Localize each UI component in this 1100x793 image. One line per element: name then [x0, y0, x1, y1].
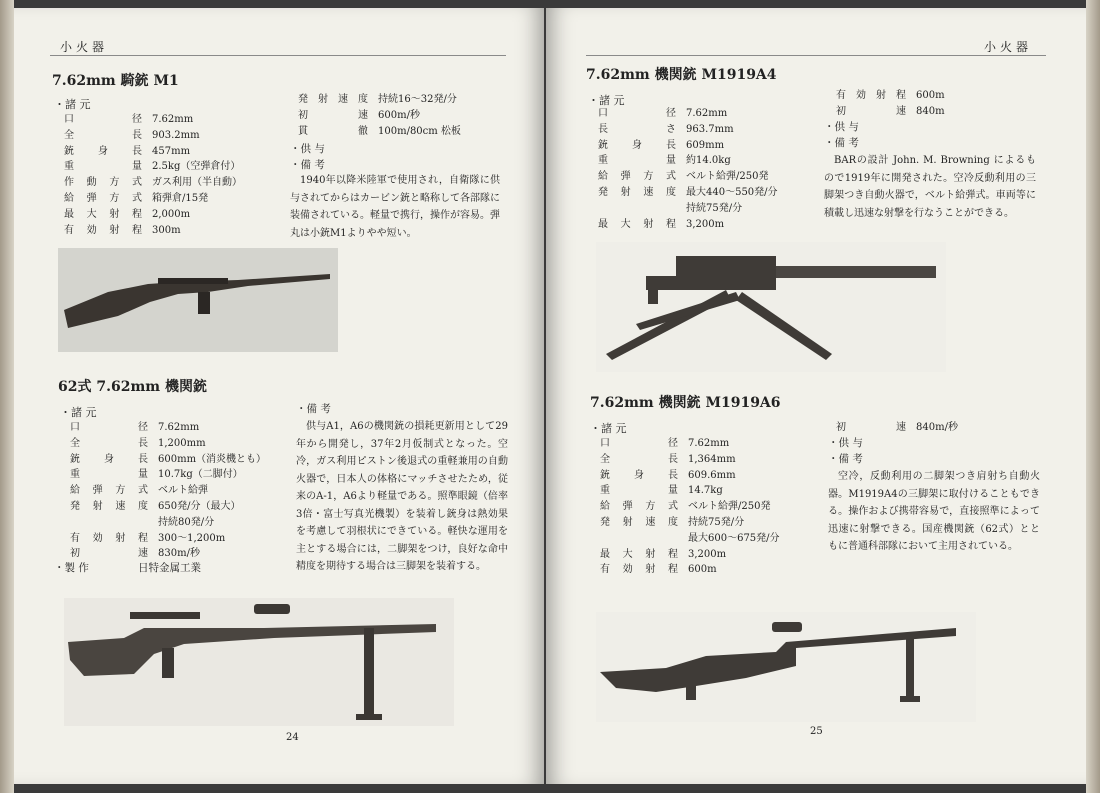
m1919a6-spec-row [600, 468, 840, 484]
left-page [14, 8, 544, 784]
carbine-spec-value: 7.62mm [152, 114, 194, 125]
m1919a4-spec-row [598, 201, 838, 217]
m1919a6-remarks: 空冷，反動利用の二脚架つき肩射ち自動火器。M1919A4の三脚架に取付けることもできる。操作および携帯容易で，直接照準によって迅速に射撃できる。国産機関銃（62式）とともに普通科部隊において主用されている。 [828, 471, 1040, 552]
mg62-spec-value: 10.7kg（二脚付） [158, 469, 243, 481]
m1919a6-spec-row [600, 562, 840, 578]
carbine-spec-value: 600m/秒 [378, 109, 420, 121]
m1919a4-spec-key [598, 201, 686, 217]
right-page [546, 8, 1086, 784]
mg62-spec-row [70, 499, 300, 515]
m1919a4-spec-key: 初 速 [836, 105, 906, 117]
header-rule-left [50, 55, 506, 56]
m1919a6-spec-row [600, 452, 840, 468]
mg62-title: 62式 7.62mm 機関銃 [58, 379, 207, 395]
m1919a6-spec-key: 重 量 [600, 485, 678, 497]
running-head-right: 小火器 [984, 40, 1033, 54]
m1919a6-spec-value: 1,364mm [688, 453, 736, 465]
m1919a6-spec-value: 840m/秒 [916, 422, 958, 433]
header-rule-right [586, 55, 1046, 56]
m1919a6-spec-key: 口 径 [600, 438, 678, 449]
m1919a4-remarks: BARの設計 John. M. Browning によるもので1919年に開発された。空冷反動利用の三脚架つき自動火器で，ベルト給弾式。車両等に積載し迅速な射撃を行なうことができる。 [824, 155, 1036, 219]
m1919a4-spec-value: 840m [916, 105, 945, 117]
carbine-spec-key: 全 長 [64, 129, 142, 141]
m1919a6-spec-value: 7.62mm [688, 438, 730, 449]
carbine-spec-key: 給弾方式 [64, 192, 142, 204]
mg62-spec-key: 銃身長 [70, 453, 148, 465]
mg62-spec-key: 初 速 [70, 548, 148, 560]
carbine-spec-row [298, 92, 498, 108]
carbine-spec-row [64, 159, 284, 175]
carbine-spec-row [64, 207, 284, 223]
carbine-spec-row [64, 144, 284, 160]
m1919a4-title: 7.62mm 機関銃 M1919A4 [586, 67, 777, 83]
carbine-spec-row [298, 108, 498, 124]
m1919a4-spec-value: ベルト給弾/250発 [686, 171, 769, 183]
carbine-spec-key: 最大射程 [64, 208, 142, 220]
mg62-spec-row [70, 546, 300, 562]
carbine-remarks: 1940年以降米陸軍で使用され，自衛隊に供与されてからはカービン銃と略称して各部隊に装備されている。軽量で携行，操作が容易。弾丸は小銃M1よりやや短い。 [290, 175, 500, 239]
m1919a6-spec-row [836, 420, 1016, 436]
m1919a4-spec-row [598, 217, 838, 233]
mg62-maker-label: ・製 作 [54, 562, 89, 574]
carbine-spec-key: 貫 徹 [298, 125, 368, 137]
carbine-spec-key: 発射速度 [298, 94, 368, 105]
left-page-edges [0, 0, 14, 793]
mg62-spec-row [70, 452, 300, 468]
carbine-spec-value: 100m/80cm 松板 [378, 125, 461, 137]
carbine-photo [58, 248, 338, 352]
m1919a6-specs-heading: ・諸 元 [590, 422, 627, 435]
m1919a6-title: 7.62mm 機関銃 M1919A6 [590, 395, 781, 411]
m1919a6-spec-value: 609.6mm [688, 469, 736, 481]
carbine-spec-value: 903.2mm [152, 129, 200, 141]
m1919a4-spec-row [598, 169, 838, 185]
m1919a4-spec-value: 7.62mm [686, 108, 728, 119]
carbine-spec-key: 銃身長 [64, 145, 142, 157]
m1919a6-spec-value: 600m [688, 564, 717, 576]
m1919a6-spec-key: 最大射程 [600, 548, 678, 560]
m1919a4-spec-value: 963.7mm [686, 123, 734, 135]
page-number-left: 24 [286, 732, 299, 743]
carbine-spec-value: 2,000m [152, 208, 191, 220]
carbine-spec-key: 初 速 [298, 109, 368, 121]
mg62-maker: 日特金属工業 [138, 562, 201, 574]
m1919a6-spec-value: 持続75発/分 [688, 516, 745, 528]
mg62-spec-value: 7.62mm [158, 422, 200, 433]
m1919a6-spec-key [600, 531, 688, 547]
m1919a6-spec-key: 全 長 [600, 453, 678, 465]
m1919a6-spec-key: 給弾方式 [600, 501, 678, 513]
mg62-spec-row [70, 531, 300, 547]
m1919a6-spec-row [600, 499, 840, 515]
carbine-spec-row [64, 128, 284, 144]
carbine-spec-row [64, 175, 284, 191]
mg62-spec-row [70, 483, 300, 499]
m1919a6-photo [596, 612, 976, 722]
mg62-spec-key: 重 量 [70, 469, 148, 481]
m1919a6-spec-list-cont [836, 420, 1016, 436]
m1919a4-remarks-heading: ・備 考 [824, 137, 859, 149]
mg62-specs-heading: ・諸 元 [60, 406, 97, 419]
m1919a4-spec-list [598, 106, 838, 232]
carbine-specs-heading: ・諸 元 [54, 98, 91, 111]
m1919a4-spec-value: 600m [916, 90, 945, 101]
mg62-remarks: 供与A1，A6の機関銃の損耗更新用として29年から開発し，37年2月仮制式となった。空冷，ガス利用ピストン後退式の重軽兼用の自動火器で，日本人の体格にマッチさせたため，従来のA-1，A6より軽量である。照準眼鏡（倍率3倍・富士写真光機製）を装着し銃身は熱効果を考慮して羽根状にできている。軽快な運用を主とする場合には，二脚架をつけ，良好な命中精度を期待する場合は三脚架を装着する。 [296, 421, 508, 572]
m1919a6-spec-value: 14.7kg [688, 485, 723, 497]
carbine-spec-list [64, 112, 284, 238]
m1919a6-spec-value: ベルト給弾/250発 [688, 501, 771, 513]
m1919a4-spec-value: 約14.0kg [686, 155, 731, 167]
carbine-spec-value: ガス利用（半自動） [152, 177, 242, 189]
m1919a4-spec-key: 長 さ [598, 123, 676, 135]
mg62-spec-list [70, 420, 300, 562]
mg62-spec-row [70, 467, 300, 483]
mg62-spec-value: ベルト給弾 [158, 485, 208, 497]
m1919a6-spec-row [600, 515, 840, 531]
mg62-photo [64, 598, 454, 726]
carbine-supply: ・供 与 [290, 143, 325, 155]
carbine-remarks-heading: ・備 考 [290, 159, 325, 171]
mg62-remarks-heading: ・備 考 [296, 403, 331, 415]
mg62-spec-key: 有効射程 [70, 532, 148, 544]
m1919a6-spec-row [600, 547, 840, 563]
carbine-spec-row [64, 191, 284, 207]
m1919a4-spec-key: 重 量 [598, 155, 676, 167]
m1919a6-spec-value: 3,200m [688, 548, 727, 560]
page-number-right: 25 [810, 726, 823, 737]
m1919a6-supply: ・供 与 [828, 437, 863, 449]
carbine-spec-value: 持続16～32発/分 [378, 94, 457, 105]
carbine-spec-value: 457mm [152, 145, 191, 157]
carbine-spec-key: 作動方式 [64, 177, 142, 189]
carbine-spec-list-cont [298, 92, 498, 139]
right-page-edges [1086, 0, 1100, 793]
carbine-title: 7.62mm 騎銃 M1 [52, 73, 179, 89]
m1919a6-spec-key: 発射速度 [600, 516, 678, 528]
m1919a4-spec-row [598, 153, 838, 169]
mg62-spec-key [70, 515, 158, 531]
m1919a4-spec-row [598, 122, 838, 138]
carbine-spec-value: 2.5kg（空弾倉付） [152, 161, 241, 173]
m1919a4-spec-key: 口 径 [598, 108, 676, 119]
m1919a6-spec-key: 銃身長 [600, 469, 678, 481]
mg62-spec-value: 300～1,200m [158, 532, 226, 544]
carbine-spec-key: 口 径 [64, 114, 142, 125]
running-head-left: 小火器 [60, 40, 109, 54]
mg62-maker-row [54, 561, 201, 577]
mg62-spec-key: 口 径 [70, 422, 148, 433]
m1919a6-spec-key: 有効射程 [600, 564, 678, 576]
carbine-spec-value: 箱弾倉/15発 [152, 192, 209, 204]
m1919a4-spec-key: 給弾方式 [598, 171, 676, 183]
m1919a6-spec-key: 初 速 [836, 422, 906, 433]
carbine-spec-key: 有効射程 [64, 224, 142, 236]
m1919a6-remarks-heading: ・備 考 [828, 453, 863, 465]
carbine-spec-key: 重 量 [64, 161, 142, 173]
m1919a6-spec-row [600, 483, 840, 499]
m1919a4-spec-value: 持続75発/分 [686, 202, 743, 214]
mg62-spec-key: 給弾方式 [70, 485, 148, 497]
mg62-spec-value: 1,200mm [158, 437, 206, 449]
m1919a6-spec-row [600, 436, 840, 452]
m1919a4-spec-list-cont [836, 88, 1016, 120]
carbine-spec-value: 300m [152, 224, 181, 236]
m1919a4-spec-row [598, 106, 838, 122]
m1919a4-spec-row [598, 185, 838, 201]
mg62-spec-value: 600mm（消炎機とも） [158, 453, 267, 465]
m1919a4-spec-value: 最大440～550発/分 [686, 186, 778, 198]
m1919a6-spec-row [600, 531, 840, 547]
mg62-spec-row [70, 436, 300, 452]
m1919a4-specs-heading: ・諸 元 [588, 94, 625, 107]
mg62-spec-value: 650発/分（最大） [158, 500, 241, 512]
m1919a4-spec-value: 3,200m [686, 218, 725, 230]
carbine-spec-row [64, 223, 284, 239]
mg62-spec-row [70, 420, 300, 436]
m1919a4-spec-value: 609mm [686, 139, 725, 151]
mg62-spec-value: 830m/秒 [158, 548, 200, 560]
m1919a4-spec-key: 銃身長 [598, 139, 676, 151]
mg62-spec-value: 持続80発/分 [158, 516, 215, 528]
m1919a4-spec-key: 発射速度 [598, 186, 676, 198]
carbine-spec-row [64, 112, 284, 128]
carbine-spec-row [298, 124, 498, 140]
m1919a4-spec-row [598, 138, 838, 154]
m1919a4-spec-key: 有効射程 [836, 90, 906, 101]
mg62-spec-row [70, 515, 300, 531]
m1919a4-photo [596, 242, 946, 372]
m1919a4-spec-row [836, 104, 1016, 120]
m1919a4-spec-row [836, 88, 1016, 104]
mg62-spec-key: 発射速度 [70, 500, 148, 512]
m1919a6-spec-list [600, 436, 840, 578]
m1919a6-spec-value: 最大600～675発/分 [688, 532, 780, 544]
mg62-spec-key: 全 長 [70, 437, 148, 449]
m1919a4-spec-key: 最大射程 [598, 218, 676, 230]
m1919a4-supply: ・供 与 [824, 121, 859, 133]
